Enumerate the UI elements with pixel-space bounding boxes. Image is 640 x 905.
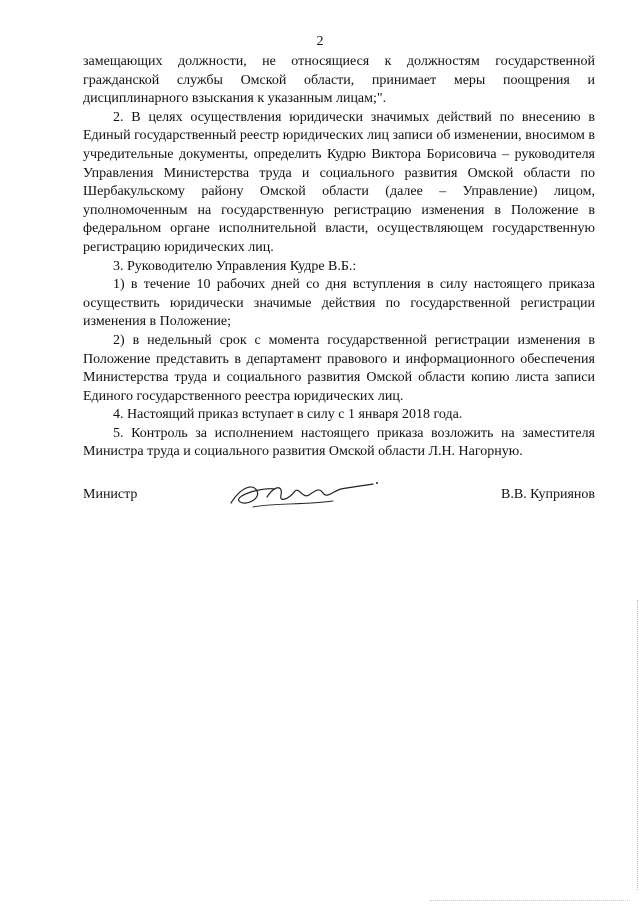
scan-bottom-mark bbox=[430, 899, 630, 901]
document-body bbox=[83, 53, 595, 462]
paragraph-item-4: 4. Настоящий приказ вступает в силу с 1 января 2018 года. bbox=[113, 407, 463, 423]
signature-block bbox=[83, 477, 595, 517]
signer-title: Министр bbox=[83, 487, 138, 502]
paragraph-subitem-2: 2) в недельный срок с момента государственной регистрации изменения в Положение представить в департамент правового и информационного обеспечения Министерства труда и социального развития Омской области копию листа записи Единого государственного реестра юридических лиц. bbox=[83, 332, 595, 404]
scan-edge-mark bbox=[635, 600, 638, 890]
page-number: 2 bbox=[316, 34, 324, 49]
paragraph-subitem-1: 1) в течение 10 рабочих дней со дня вступления в силу настоящего приказа осуществить юридически значимые действия по государственной регистрации изменения в Положение; bbox=[83, 277, 595, 330]
paragraph-item-2: 2. В целях осуществления юридически значимых действий по внесению в Единый государственный реестр юридических лиц записи об изменении, вносимом в учредительные документы, определить Кудрю Виктора Борисовича – руководителя Управления Министерства труда и социального развития Омской области по Шербакульскому району Омской области (далее – Управление) лицом, уполномоченным на государственную регистрацию изменения в Положение в федеральном органе исполнительной власти, осуществляющем государственную регистрацию юридических лиц. bbox=[83, 109, 595, 255]
paragraph-continuation: замещающих должности, не относящиеся к должностям государственной гражданской службы Омской области, принимает меры поощрения и дисциплинарного взыскания к указанным лицам;". bbox=[83, 54, 595, 107]
handwritten-signature bbox=[223, 477, 383, 513]
signer-name: В.В. Куприянов bbox=[501, 487, 595, 502]
paragraph-item-5: 5. Контроль за исполнением настоящего приказа возложить на заместителя Министра труда и социального развития Омской области Л.Н. Нагорную. bbox=[83, 425, 595, 460]
paragraph-item-3: 3. Руководителю Управления Кудре В.Б.: bbox=[113, 258, 357, 274]
